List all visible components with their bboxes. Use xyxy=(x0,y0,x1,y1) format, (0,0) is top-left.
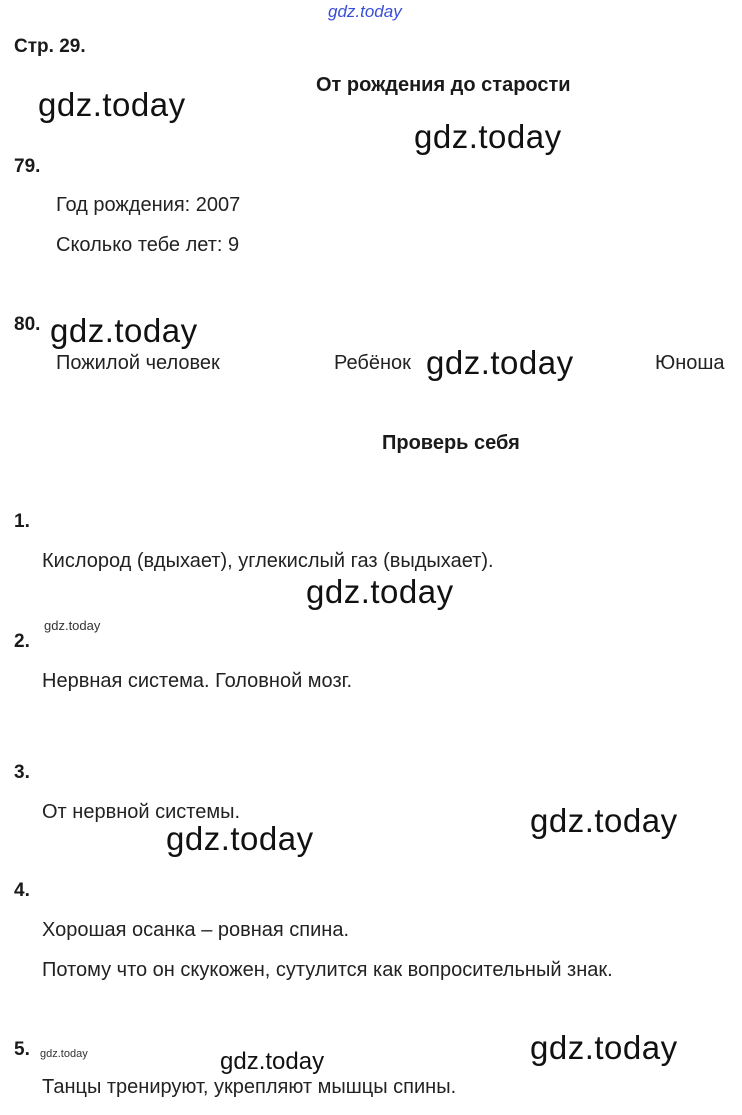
label-youth: Юноша xyxy=(655,352,725,374)
watermark: gdz.today xyxy=(414,118,562,155)
exercise-number: 80. xyxy=(14,314,41,335)
question-number: 5. xyxy=(14,1039,30,1060)
watermark-small: gdz.today xyxy=(44,618,101,633)
answer-text: От нервной системы. xyxy=(42,801,240,823)
watermark: gdz.today xyxy=(306,573,454,610)
question-number: 1. xyxy=(14,511,30,532)
watermark: gdz.today xyxy=(166,820,314,857)
answer-text: Нервная система. Головной мозг. xyxy=(42,670,353,692)
question-number: 2. xyxy=(14,631,30,652)
answer-text: Кислород (вдыхает), углекислый газ (выдыхает). xyxy=(42,550,494,572)
answer-text: Хорошая осанка – ровная спина. xyxy=(42,919,350,941)
question-number: 3. xyxy=(14,762,30,783)
watermark-small: gdz.today xyxy=(40,1048,88,1060)
birth-year-text: Год рождения: 2007 xyxy=(56,194,241,216)
exercise-number: 79. xyxy=(14,156,41,177)
watermark: gdz.today xyxy=(220,1048,325,1075)
age-text: Сколько тебе лет: 9 xyxy=(56,234,240,256)
label-child: Ребёнок xyxy=(334,352,411,374)
page-title: От рождения до старости xyxy=(316,74,571,96)
watermark-top: gdz.today xyxy=(328,2,402,21)
watermark: gdz.today xyxy=(38,86,186,123)
question-number: 4. xyxy=(14,880,30,901)
answer-text: Потому что он скукожен, сутулится как вопросительный знак. xyxy=(42,959,613,981)
watermark: gdz.today xyxy=(50,312,198,349)
label-elderly: Пожилой человек xyxy=(56,352,220,374)
watermark: gdz.today xyxy=(530,802,678,839)
page-label: Стр. 29. xyxy=(14,36,86,57)
section-heading: Проверь себя xyxy=(382,432,520,454)
answer-text: Танцы тренируют, укрепляют мышцы спины. xyxy=(42,1076,457,1098)
watermark: gdz.today xyxy=(426,344,574,381)
watermark: gdz.today xyxy=(530,1029,678,1066)
